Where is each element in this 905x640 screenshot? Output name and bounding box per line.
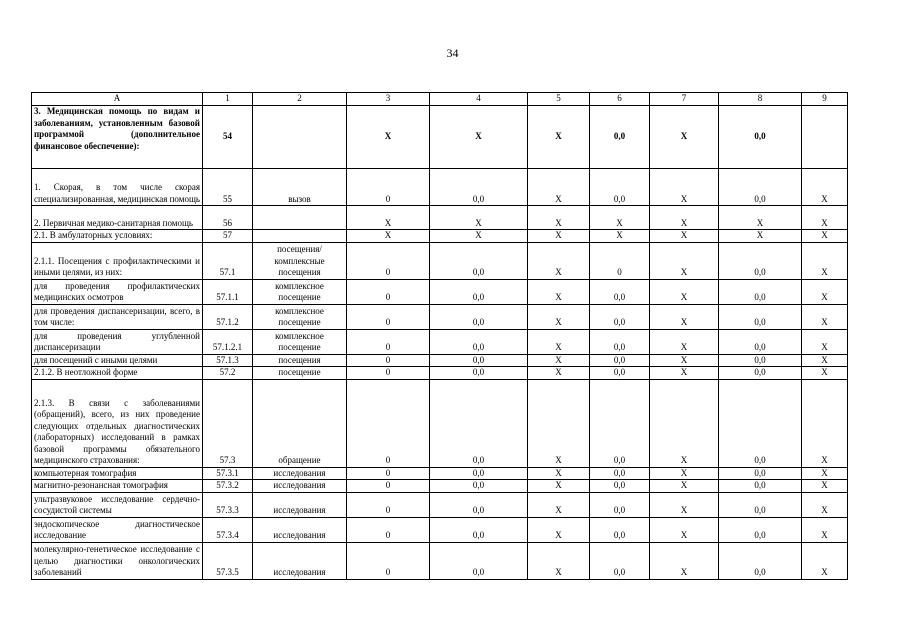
value-cell: Х [719, 206, 802, 230]
row-label: 2.1. В амбулаторных условиях: [32, 230, 203, 243]
unit-cell: исследования [253, 480, 347, 493]
table-row [32, 230, 848, 243]
table-row [32, 242, 848, 279]
unit-cell: посещения [253, 354, 347, 367]
value-cell: 0,0 [430, 542, 528, 579]
table-row [32, 329, 848, 354]
value-cell: 0,0 [430, 467, 528, 480]
row-code: 57.2 [203, 367, 253, 380]
value-cell: Х [590, 206, 650, 230]
value-cell: 0,0 [430, 329, 528, 354]
row-code: 54 [203, 106, 253, 169]
value-cell: Х [528, 354, 590, 367]
row-label: ультразвуковое исследование сердечно-сосудистой системы [32, 492, 203, 517]
value-cell: Х [650, 480, 719, 493]
column-header: 8 [719, 93, 802, 106]
value-cell: 0,0 [430, 367, 528, 380]
value-cell: Х [528, 242, 590, 279]
value-cell: 0 [347, 329, 430, 354]
row-code: 57.3.3 [203, 492, 253, 517]
value-cell: 0,0 [430, 492, 528, 517]
value-cell: Х [347, 106, 430, 169]
table-row [32, 169, 848, 206]
value-cell: Х [650, 242, 719, 279]
value-cell: Х [719, 230, 802, 243]
value-cell [802, 106, 848, 169]
table-row [32, 279, 848, 304]
value-cell: Х [802, 230, 848, 243]
unit-cell: комплексное посещение [253, 304, 347, 329]
table-row [32, 542, 848, 579]
table-row [32, 367, 848, 380]
row-code: 57.1.2 [203, 304, 253, 329]
value-cell: Х [802, 304, 848, 329]
unit-cell: обращение [253, 379, 347, 467]
value-cell: 0 [347, 279, 430, 304]
row-code: 57.3 [203, 379, 253, 467]
value-cell: Х [802, 242, 848, 279]
value-cell: Х [528, 467, 590, 480]
row-label: для проведения диспансеризации, всего, в том числе: [32, 304, 203, 329]
value-cell: Х [347, 230, 430, 243]
value-cell: 0,0 [719, 106, 802, 169]
value-cell: 0 [347, 367, 430, 380]
value-cell: Х [802, 279, 848, 304]
value-cell: 0,0 [430, 279, 528, 304]
row-code: 57.3.5 [203, 542, 253, 579]
value-cell: Х [528, 279, 590, 304]
table-row [32, 480, 848, 493]
table-row [32, 106, 848, 169]
value-cell: 0,0 [590, 367, 650, 380]
value-cell: 0,0 [430, 304, 528, 329]
unit-cell: исследования [253, 517, 347, 542]
value-cell: Х [802, 367, 848, 380]
row-code: 57.1.2.1 [203, 329, 253, 354]
row-label: для проведения профилактических медицинских осмотров [32, 279, 203, 304]
value-cell: Х [650, 517, 719, 542]
value-cell: 0,0 [430, 480, 528, 493]
value-cell: 0,0 [430, 242, 528, 279]
value-cell: Х [802, 542, 848, 579]
value-cell: 0 [590, 242, 650, 279]
unit-cell [253, 106, 347, 169]
row-code: 55 [203, 169, 253, 206]
value-cell: Х [528, 492, 590, 517]
value-cell: Х [528, 329, 590, 354]
value-cell: Х [802, 206, 848, 230]
value-cell: 0,0 [590, 106, 650, 169]
table-row [32, 379, 848, 467]
value-cell: 0,0 [719, 242, 802, 279]
row-label: магнитно-резонансная томография [32, 480, 203, 493]
value-cell: 0 [347, 467, 430, 480]
value-cell: 0,0 [719, 169, 802, 206]
value-cell: Х [650, 467, 719, 480]
row-code: 57.1.3 [203, 354, 253, 367]
value-cell: Х [650, 106, 719, 169]
value-cell: 0,0 [590, 279, 650, 304]
value-cell: 0,0 [590, 329, 650, 354]
column-header: 9 [802, 93, 848, 106]
value-cell: Х [802, 467, 848, 480]
value-cell: Х [528, 304, 590, 329]
value-cell: 0,0 [590, 517, 650, 542]
value-cell: Х [802, 517, 848, 542]
column-header: 5 [528, 93, 590, 106]
value-cell: Х [802, 480, 848, 493]
unit-cell: вызов [253, 169, 347, 206]
value-cell: 0,0 [719, 542, 802, 579]
row-label: для посещений с иными целями [32, 354, 203, 367]
table-row [32, 492, 848, 517]
value-cell: 0 [347, 169, 430, 206]
value-cell: Х [528, 517, 590, 542]
value-cell: 0,0 [590, 492, 650, 517]
value-cell: Х [802, 329, 848, 354]
value-cell: 0,0 [719, 379, 802, 467]
row-label: для проведения углубленной диспансеризации [32, 329, 203, 354]
value-cell: 0 [347, 304, 430, 329]
row-code: 57.1.1 [203, 279, 253, 304]
row-label: эндоскопическое диагностическое исследование [32, 517, 203, 542]
value-cell: Х [802, 492, 848, 517]
table-row [32, 304, 848, 329]
table-row [32, 467, 848, 480]
row-label: 2.1.2. В неотложной форме [32, 367, 203, 380]
value-cell: 0,0 [719, 354, 802, 367]
column-header: 3 [347, 93, 430, 106]
table-row [32, 517, 848, 542]
value-cell: 0,0 [590, 379, 650, 467]
row-code: 57.3.4 [203, 517, 253, 542]
value-cell: 0,0 [719, 304, 802, 329]
value-cell: Х [528, 169, 590, 206]
value-cell: Х [650, 206, 719, 230]
row-code: 57.1 [203, 242, 253, 279]
value-cell: Х [528, 542, 590, 579]
value-cell: Х [528, 230, 590, 243]
value-cell: 0 [347, 379, 430, 467]
unit-cell: посещения/ комплексные посещения [253, 242, 347, 279]
value-cell: 0,0 [719, 492, 802, 517]
unit-cell: комплексное посещение [253, 279, 347, 304]
value-cell: Х [650, 379, 719, 467]
value-cell: 0,0 [430, 379, 528, 467]
financing-table [31, 92, 848, 580]
value-cell: Х [430, 230, 528, 243]
row-label: 2. Первичная медико-санитарная помощь [32, 206, 203, 230]
value-cell: 0,0 [590, 480, 650, 493]
table-row [32, 206, 848, 230]
value-cell: Х [528, 379, 590, 467]
page-number: 34 [446, 46, 459, 60]
row-code: 57 [203, 230, 253, 243]
column-header: А [32, 93, 203, 106]
unit-cell: исследования [253, 542, 347, 579]
column-header: 1 [203, 93, 253, 106]
row-label: компьютерная томография [32, 467, 203, 480]
value-cell: 0,0 [590, 169, 650, 206]
unit-cell: исследования [253, 467, 347, 480]
value-cell: Х [528, 106, 590, 169]
value-cell: 0 [347, 492, 430, 517]
value-cell: Х [347, 206, 430, 230]
value-cell: 0,0 [430, 169, 528, 206]
column-number-row [32, 93, 848, 106]
row-code: 56 [203, 206, 253, 230]
value-cell: 0,0 [719, 367, 802, 380]
column-header: 2 [253, 93, 347, 106]
value-cell: Х [650, 492, 719, 517]
value-cell: 0 [347, 354, 430, 367]
row-label: 3. Медицинская помощь по видам и заболеваниям, установленным базовой программой (дополнительное финансовое обеспечение): [32, 106, 203, 169]
value-cell: 0,0 [590, 354, 650, 367]
value-cell: Х [650, 329, 719, 354]
value-cell: Х [802, 354, 848, 367]
row-label: молекулярно-генетическое исследование с целью диагностики онкологических заболеваний [32, 542, 203, 579]
row-label: 2.1.3. В связи с заболеваниями (обращений), всего, из них проведение следующих отдельных диагностических (лабораторных) исследований в рамках базовой программы обязательного медицинского страхования: [32, 379, 203, 467]
value-cell: 0,0 [590, 304, 650, 329]
column-header: 4 [430, 93, 528, 106]
value-cell: Х [802, 169, 848, 206]
value-cell: 0,0 [719, 279, 802, 304]
value-cell: Х [650, 542, 719, 579]
value-cell: Х [528, 367, 590, 380]
row-code: 57.3.1 [203, 467, 253, 480]
value-cell: Х [528, 480, 590, 493]
unit-cell: комплексное посещение [253, 329, 347, 354]
value-cell: Х [430, 106, 528, 169]
value-cell: Х [650, 169, 719, 206]
value-cell: 0,0 [719, 517, 802, 542]
column-header: 7 [650, 93, 719, 106]
value-cell: 0,0 [719, 480, 802, 493]
unit-cell: посещение [253, 367, 347, 380]
value-cell: Х [650, 230, 719, 243]
row-label: 1. Скорая, в том числе скорая специализированная, медицинская помощь [32, 169, 203, 206]
value-cell: 0 [347, 480, 430, 493]
value-cell: Х [430, 206, 528, 230]
value-cell: Х [650, 354, 719, 367]
value-cell: 0 [347, 242, 430, 279]
row-label: 2.1.1. Посещения с профилактическими и иными целями, из них: [32, 242, 203, 279]
value-cell: Х [590, 230, 650, 243]
value-cell: 0 [347, 517, 430, 542]
value-cell: Х [650, 279, 719, 304]
unit-cell: исследования [253, 492, 347, 517]
table-body [32, 106, 848, 580]
value-cell: Х [528, 206, 590, 230]
value-cell: Х [802, 379, 848, 467]
row-code: 57.3.2 [203, 480, 253, 493]
value-cell: 0,0 [719, 467, 802, 480]
value-cell: 0,0 [590, 467, 650, 480]
unit-cell [253, 206, 347, 230]
value-cell: Х [650, 367, 719, 380]
value-cell: 0,0 [719, 329, 802, 354]
value-cell: 0 [347, 542, 430, 579]
table-row [32, 354, 848, 367]
value-cell: 0,0 [430, 354, 528, 367]
value-cell: Х [650, 304, 719, 329]
column-header: 6 [590, 93, 650, 106]
value-cell: 0,0 [430, 517, 528, 542]
unit-cell [253, 230, 347, 243]
value-cell: 0,0 [590, 542, 650, 579]
